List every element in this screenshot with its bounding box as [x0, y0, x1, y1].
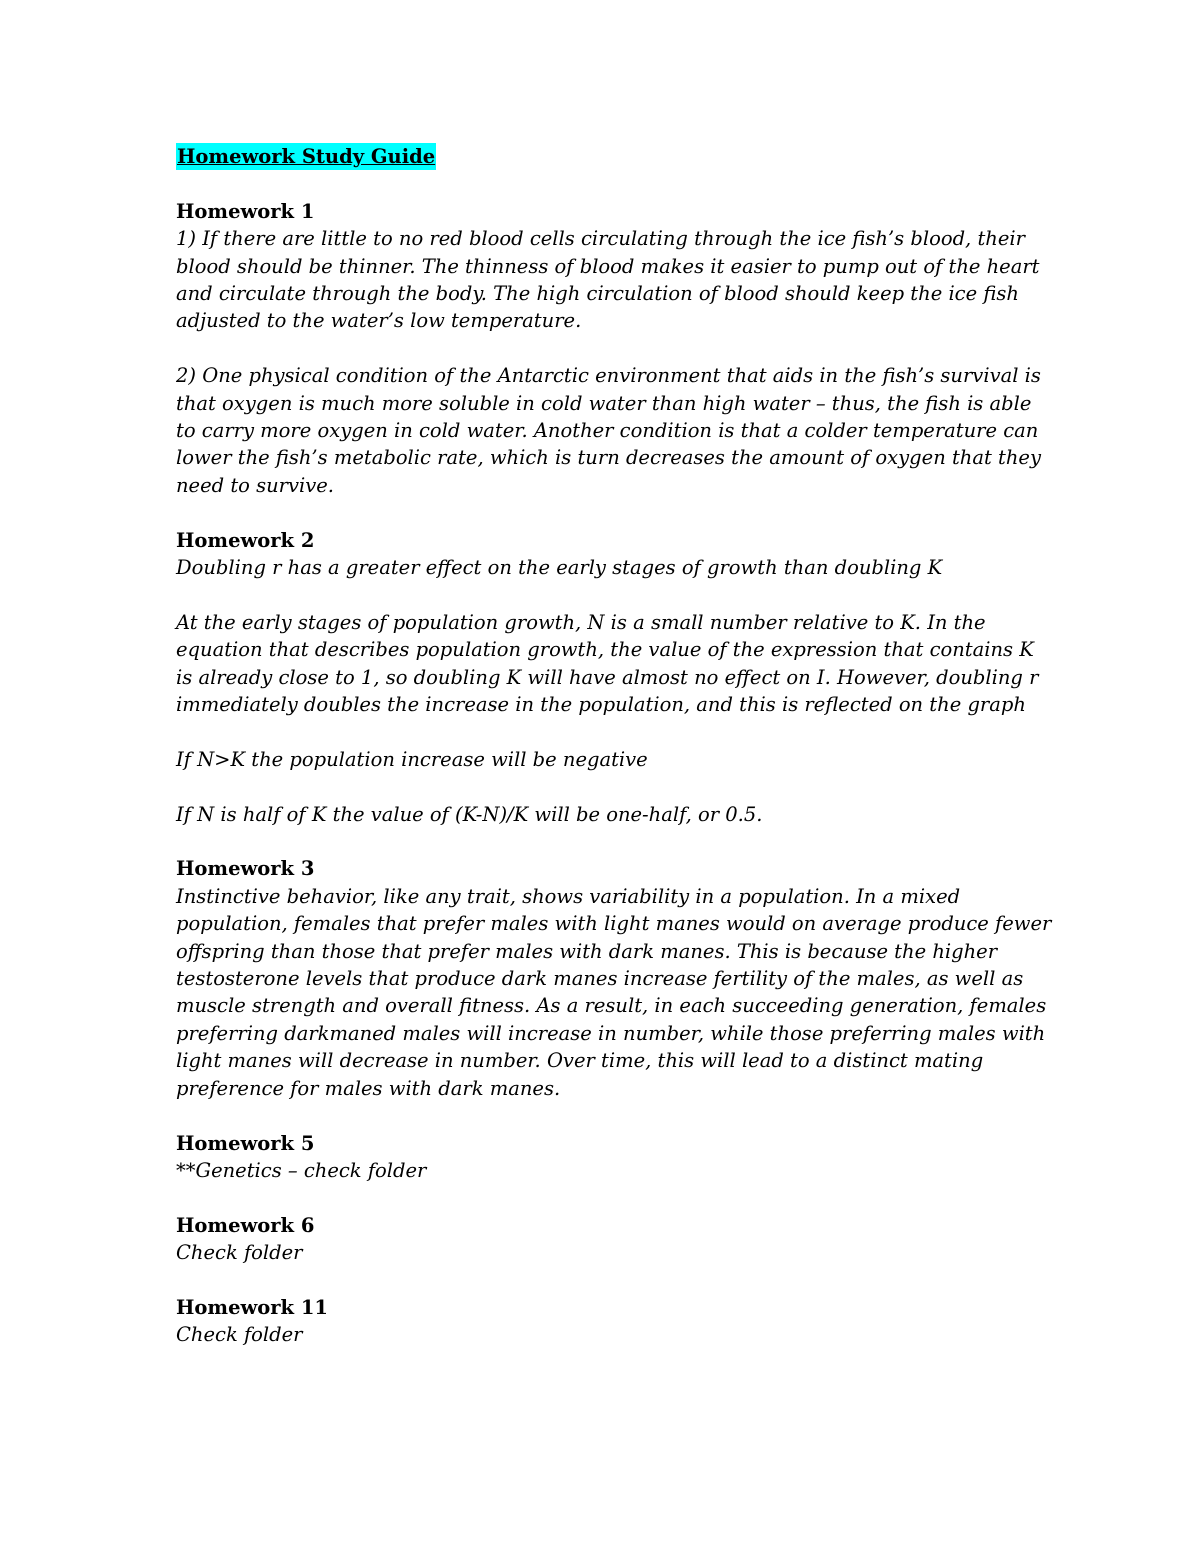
document-title: Homework Study Guide — [176, 143, 436, 170]
section-homework-6 — [176, 1212, 1056, 1267]
answer-paragraph: Doubling r has a greater effect on the early stages of growth than doubling K — [176, 556, 943, 580]
spacer — [176, 581, 1056, 608]
spacer — [176, 1184, 1056, 1211]
answer-paragraph: **Genetics – check folder — [176, 1158, 427, 1182]
spacer — [176, 828, 1056, 855]
section-heading: Homework 11 — [176, 1295, 328, 1319]
answer-paragraph: If N>K the population increase will be negative — [176, 747, 648, 771]
section-heading: Homework 5 — [176, 1131, 315, 1155]
section-heading: Homework 3 — [176, 857, 315, 881]
section-homework-2 — [176, 527, 1056, 828]
section-homework-11 — [176, 1294, 1056, 1349]
spacer — [176, 170, 1056, 197]
section-homework-3 — [176, 855, 1056, 1102]
answer-paragraph: 1) If there are little to no red blood cells circulating through the ice fish’s blood, their blood should be thinner. The thinness of blood makes it easier to pump out of the heart and circulate through the body. The high circulation of blood should keep the ice fish adjusted to the water’s low temperature. — [176, 227, 1040, 333]
spacer — [176, 718, 1056, 745]
document-page — [176, 143, 1056, 1349]
section-heading: Homework 2 — [176, 528, 315, 552]
section-heading: Homework 6 — [176, 1213, 315, 1237]
spacer — [176, 1267, 1056, 1294]
answer-paragraph: Check folder — [176, 1323, 303, 1347]
spacer — [176, 773, 1056, 800]
answer-paragraph: Check folder — [176, 1241, 303, 1265]
answer-paragraph: At the early stages of population growth, N is a small number relative to K. In the equation that describes population growth, the value of the expression that contains K is already close to 1, so doubling K will have almost no effect on I. However, doubling r immediately doubles the increase in the population, and this is reflected on the graph — [176, 610, 1039, 717]
spacer — [176, 499, 1056, 526]
answer-paragraph: If N is half of K the value of (K-N)/K will be one-half, or 0.5. — [176, 802, 763, 826]
section-heading: Homework 1 — [176, 199, 315, 223]
spacer — [176, 335, 1056, 362]
answer-paragraph: Instinctive behavior, like any trait, shows variability in a population. In a mixed population, females that prefer males with light manes would on average produce fewer offspring than those that prefer males with dark manes. This is because the higher testosterone levels that produce dark manes increase fertility of the males, as well as muscle strength and overall fitness. As a result, in each succeeding generation, females preferring darkmaned males will increase in number, while those preferring males with light manes will decrease in number. Over time, this will lead to a distinct mating preference for males with dark manes. — [176, 884, 1052, 1100]
spacer — [176, 1102, 1056, 1129]
section-homework-1 — [176, 198, 1056, 499]
answer-paragraph: 2) One physical condition of the Antarctic environment that aids in the fish’s survival is that oxygen is much more soluble in cold water than high water – thus, the fish is able to carry more oxygen in cold water. Another condition is that a colder temperature can lower the fish’s metabolic rate, which is turn decreases the amount of oxygen that they need to survive. — [176, 364, 1041, 497]
section-homework-5 — [176, 1130, 1056, 1185]
